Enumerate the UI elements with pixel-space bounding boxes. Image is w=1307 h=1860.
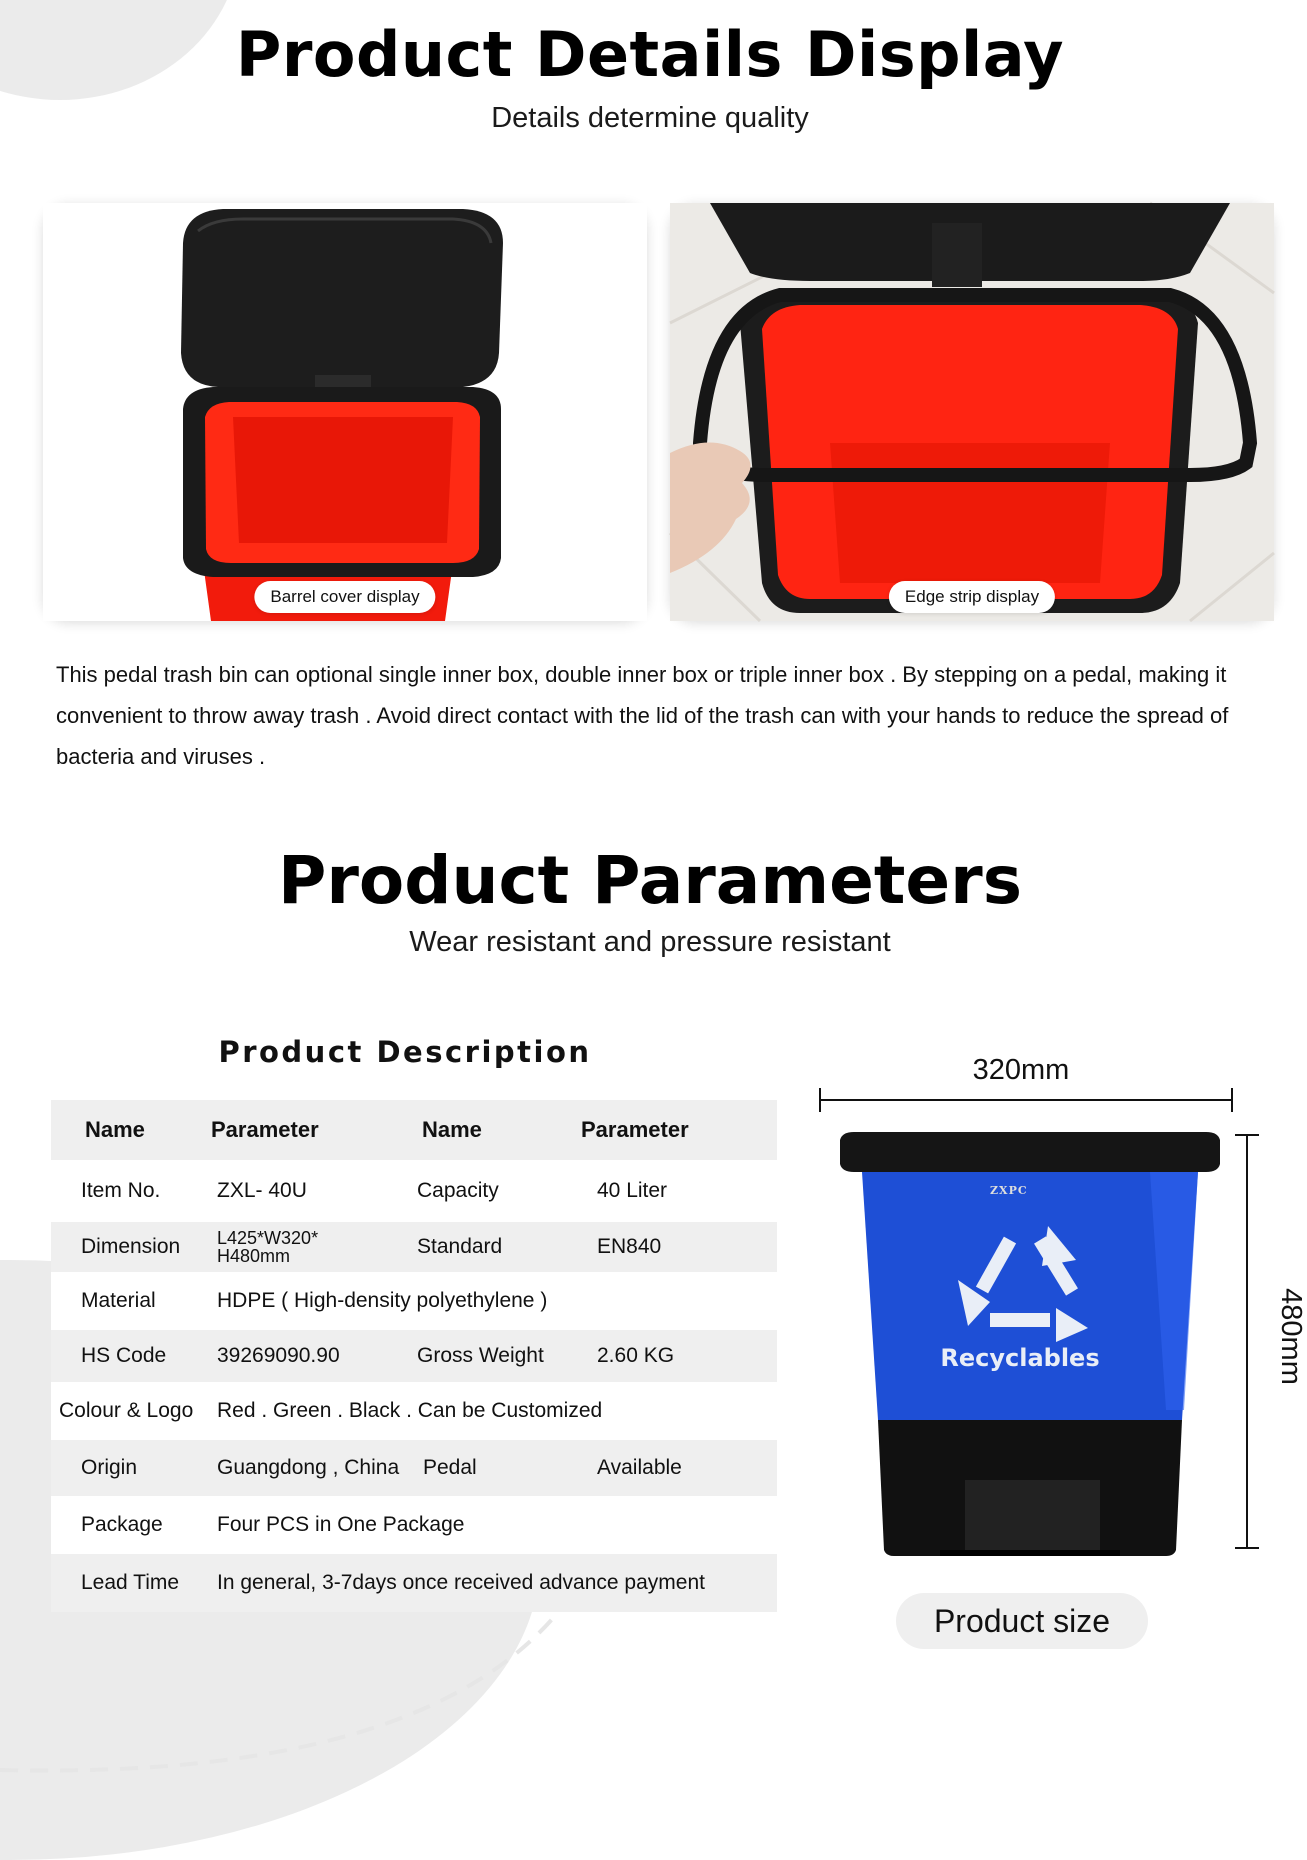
row-value: Four PCS in One Package [217,1513,465,1536]
edge-strip-photo [670,203,1274,621]
row-name: Origin [81,1456,138,1479]
table-row [51,1272,777,1330]
page-title: Product Details Display [235,18,1065,91]
row-value: 39269090.90 [217,1344,340,1367]
table-row [51,1330,777,1382]
row-value-2: 40 Liter [597,1179,668,1202]
height-dimension-label: 480mm [1274,1288,1307,1385]
row-name-2: Capacity [417,1179,499,1202]
width-dimension-label: 320mm [972,1054,1070,1086]
row-name-2: Pedal [423,1456,477,1479]
product-size-figure [810,1080,1280,1600]
parameters-title: Product Parameters [277,842,1023,919]
row-value: Red . Green . Black . Can be Customized [217,1399,603,1422]
brand-mark: ZXPC [990,1184,1028,1197]
table-row [51,1496,777,1554]
edge-strip-caption: Edge strip display [889,581,1055,613]
row-value: ZXL- 40U [217,1179,307,1202]
row-name: Colour & Logo [59,1399,194,1422]
header-parameter-2: Parameter [581,1117,689,1142]
header-name-2: Name [422,1117,482,1142]
row-name: HS Code [81,1344,167,1367]
edge-strip-illustration [670,203,1274,621]
row-name: Dimension [81,1235,181,1258]
parameters-table [51,1100,777,1612]
table-row [51,1160,777,1222]
barrel-cover-caption: Barrel cover display [254,581,435,613]
header-parameter-1: Parameter [211,1117,319,1142]
row-name-2: Standard [417,1235,503,1258]
row-name: Lead Time [81,1571,180,1594]
row-value: HDPE ( High-density polyethylene ) [217,1289,548,1312]
row-value-2: 2.60 KG [597,1344,675,1367]
bin-label: Recyclables [940,1344,1100,1372]
row-name: Material [81,1289,156,1312]
product-description-title: Product Description [218,1035,592,1069]
barrel-cover-photo [43,203,647,621]
row-value: Guangdong , China [217,1456,400,1479]
row-value: L425*W320* H480mm [217,1228,319,1266]
row-value: In general, 3-7days once received advance payment [217,1571,705,1594]
header-name-1: Name [85,1117,145,1142]
product-size-caption: Product size [896,1593,1148,1649]
parameters-subtitle: Wear resistant and pressure resistant [409,926,891,958]
page-subtitle: Details determine quality [491,102,809,134]
row-name-2: Gross Weight [417,1344,544,1367]
row-value-2: EN840 [597,1235,662,1258]
table-row [51,1554,777,1612]
bin-lid-open-illustration [43,203,647,621]
table-row [51,1222,777,1272]
row-name: Package [81,1513,163,1536]
table-row [51,1382,777,1440]
product-intro-text: This pedal trash bin can optional single inner box, double inner box or triple inner box . By stepping on a pedal, making it convenient to throw away trash . Avoid direct contact with the lid of the trash can with your hands to reduce the spread of bacteria and viruses . [56,662,1229,769]
row-name: Item No. [81,1179,161,1202]
table-row [51,1440,777,1496]
row-value-2: Available [597,1456,682,1479]
table-header-row [51,1100,777,1160]
